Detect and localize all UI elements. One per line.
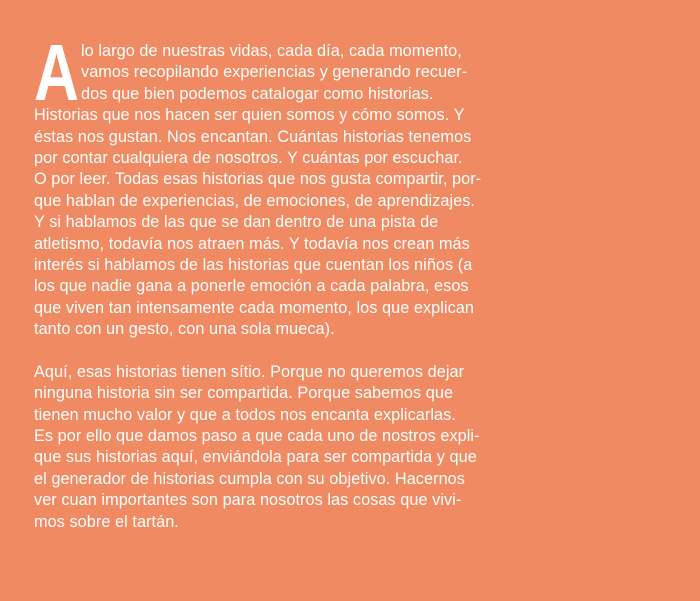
paragraph-1 xyxy=(34,28,534,340)
paragraph-spacer xyxy=(34,340,534,361)
paragraph-line: éstas nos gustan. Nos encantan. Cuántas historias tenemos xyxy=(34,127,472,146)
paragraph-line: que viven tan intensamente cada momento, los que explican xyxy=(34,298,475,317)
paragraph-line: tanto con un gesto, con una sola mueca). xyxy=(34,320,335,339)
paragraph-line: el generador de historias cumpla con su objetivo. Hacernos xyxy=(34,469,465,488)
paragraph-line: Historias que nos hacen ser quien somos y cómo somos. Y xyxy=(34,106,465,125)
text-block xyxy=(34,28,534,533)
paragraph-line: Y si hablamos de las que se dan dentro de una pista de xyxy=(34,213,439,232)
paragraph-line: Aquí, esas historias tienen sítio. Porque no queremos dejar xyxy=(34,362,465,381)
paragraph-line: los que nadie gana a ponerle emoción a cada palabra, esos xyxy=(34,277,469,296)
paragraph-line: que hablan de experiencias, de emociones, de aprendizajes. xyxy=(34,191,475,210)
paragraph-line: atletismo, todavía nos atraen más. Y todavía nos crean más xyxy=(34,234,470,253)
paragraph-line: interés si hablamos de las historias que cuentan los niños (a xyxy=(34,255,473,274)
paragraph-line: lo largo de nuestras vidas, cada día, cada momento, xyxy=(81,42,462,60)
paragraph-line: O por leer. Todas esas historias que nos gusta compartir, por- xyxy=(34,170,482,189)
paragraph-line: mos sobre el tartán. xyxy=(34,512,179,531)
paragraph-line: tienen mucho valor y que a todos nos encanta explicarlas. xyxy=(34,405,456,424)
paragraph-line: que sus historias aquí, enviándola para ser compartida y que xyxy=(34,448,477,467)
paragraph-line: dos que bien podemos catalogar como historias. xyxy=(81,84,434,103)
paragraph-2 xyxy=(34,362,534,533)
paragraph-line: ver cuan importantes son para nosotros las cosas que vivi- xyxy=(34,491,462,510)
paragraph-line: vamos recopilando experiencias y generando recuer- xyxy=(81,63,468,82)
paragraph-line: Es por ello que damos paso a que cada uno de nostros expli- xyxy=(34,427,480,446)
drop-cap: A xyxy=(34,28,80,117)
paragraph-line: por contar cualquiera de nosotros. Y cuántas por escuchar. xyxy=(34,148,463,167)
paragraph-line: ninguna historia sin ser compartida. Porque sabemos que xyxy=(34,384,454,403)
